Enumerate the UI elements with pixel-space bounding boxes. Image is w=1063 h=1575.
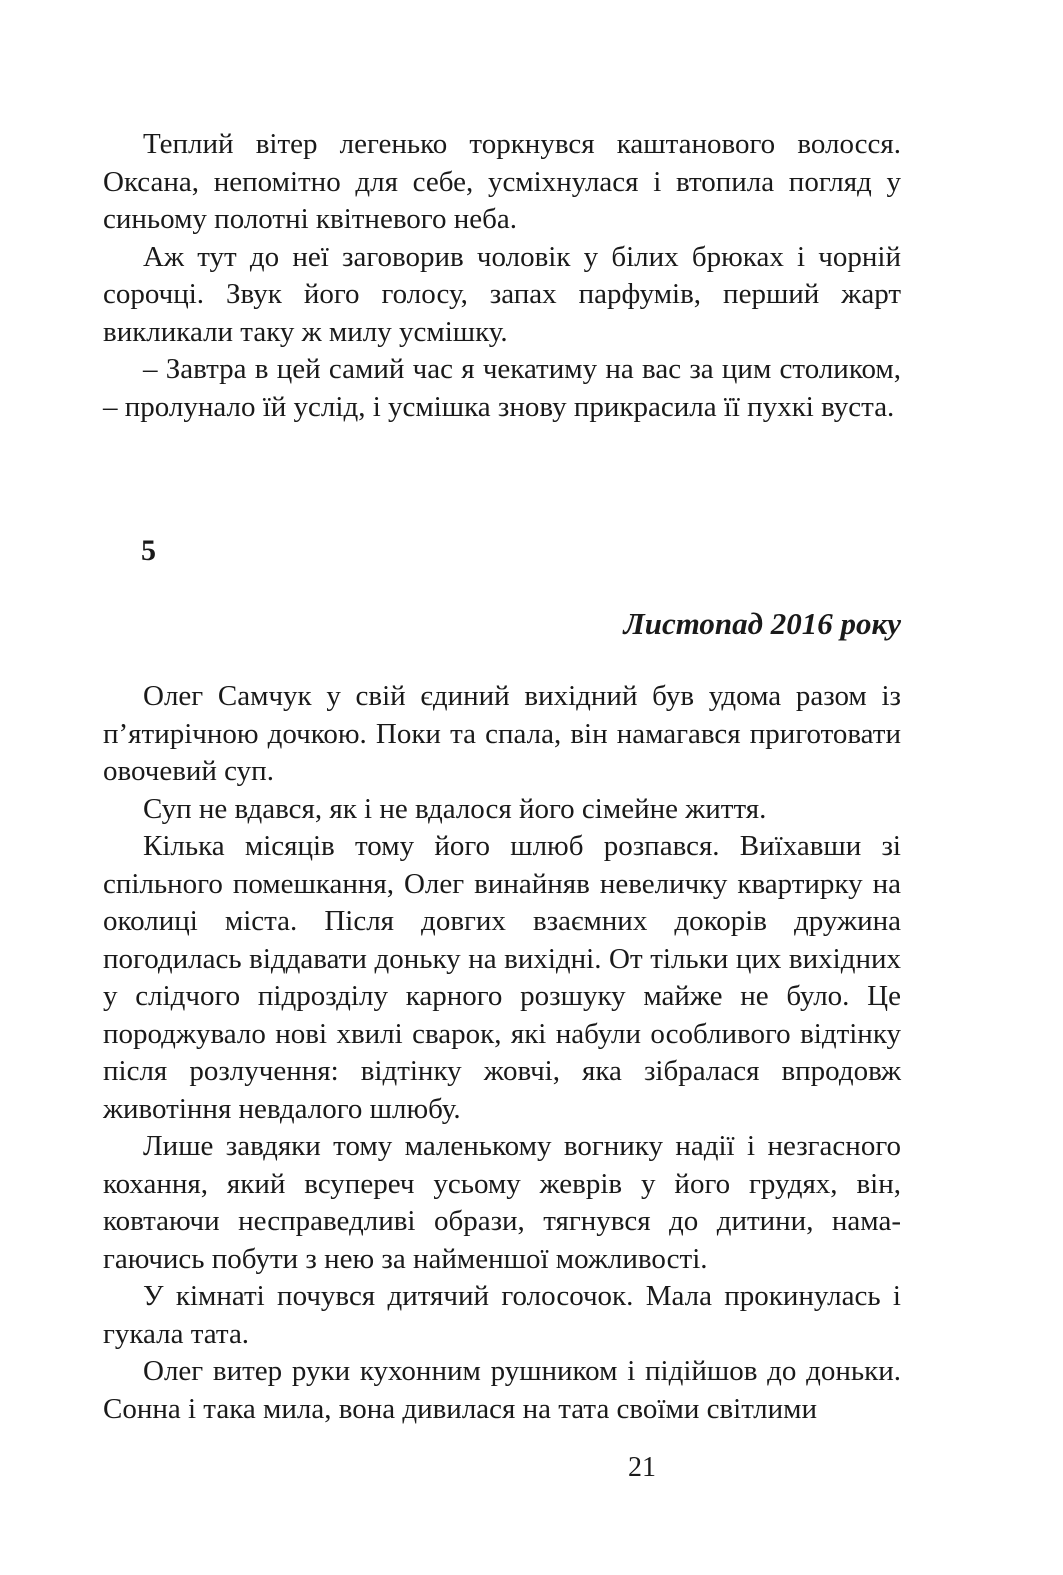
paragraph: Лише завдяки тому маленькому вогнику надії і незгасного кохання, який всупереч усьому жеврів у його грудях, він, ковтаючи несправедливі образи, тягнувся до дитини, намагаючись побути з нею за найменшої можливості. bbox=[103, 1130, 901, 1275]
paragraph: Аж тут до неї заговорив чоловік у білих брюках і чорній сорочці. Звук його голосу, запах парфумів, перший жарт викликали таку ж милу усмішку. bbox=[103, 240, 901, 348]
paragraph: Теплий вітер легенько торкнувся каштанового волосся. Оксана, непомітно для себе, усміхнулася і втопила погляд у синьому полотні квітневого неба. bbox=[103, 128, 901, 235]
paragraph: Кілька місяців тому його шлюб розпався. Виїхавши зі спільного помешкання, Олег винайняв невеличку квартирку на околиці міста. Після довгих взаємних докорів дружина погодилась віддавати доньку на вихідні. От тільки цих вихідних у слідчого підрозділу карного розшуку майже не було. Це породжувало нові хвилі сварок, які набули особливого відтінку після розлучення: відтінку жовчі, яка зібралася впродовж животіння невдалого шлюбу. bbox=[103, 830, 901, 1125]
page-number: 21 bbox=[628, 1452, 656, 1483]
paragraph: Суп не вдався, як і не вдалося його сімейне життя. bbox=[143, 792, 767, 825]
text-block-top bbox=[103, 126, 901, 426]
chapter-number: 5 bbox=[141, 534, 156, 567]
paragraph: Олег витер руки кухонним рушником і підійшов до доньки. Сонна і така мила, вона дивилася на тата своїми світлими bbox=[103, 1355, 901, 1425]
paragraph: – Завтра в цей самий час я чекатиму на вас за цим столиком, – пролунало їй услід, і усмішка знову прикрасила її пухкі вуста. bbox=[103, 353, 901, 423]
chapter-date: Листопад 2016 року bbox=[623, 606, 901, 641]
text-block-main bbox=[103, 678, 901, 1428]
paragraph: У кімнаті почувся дитячий голосочок. Мала прокинулась і гукала тата. bbox=[103, 1280, 901, 1350]
paragraph: Олег Самчук у свій єдиний вихідний був удома разом із п’ятирічною дочкою. Поки та спала, він намагався приготовати овочевий суп. bbox=[103, 680, 901, 787]
